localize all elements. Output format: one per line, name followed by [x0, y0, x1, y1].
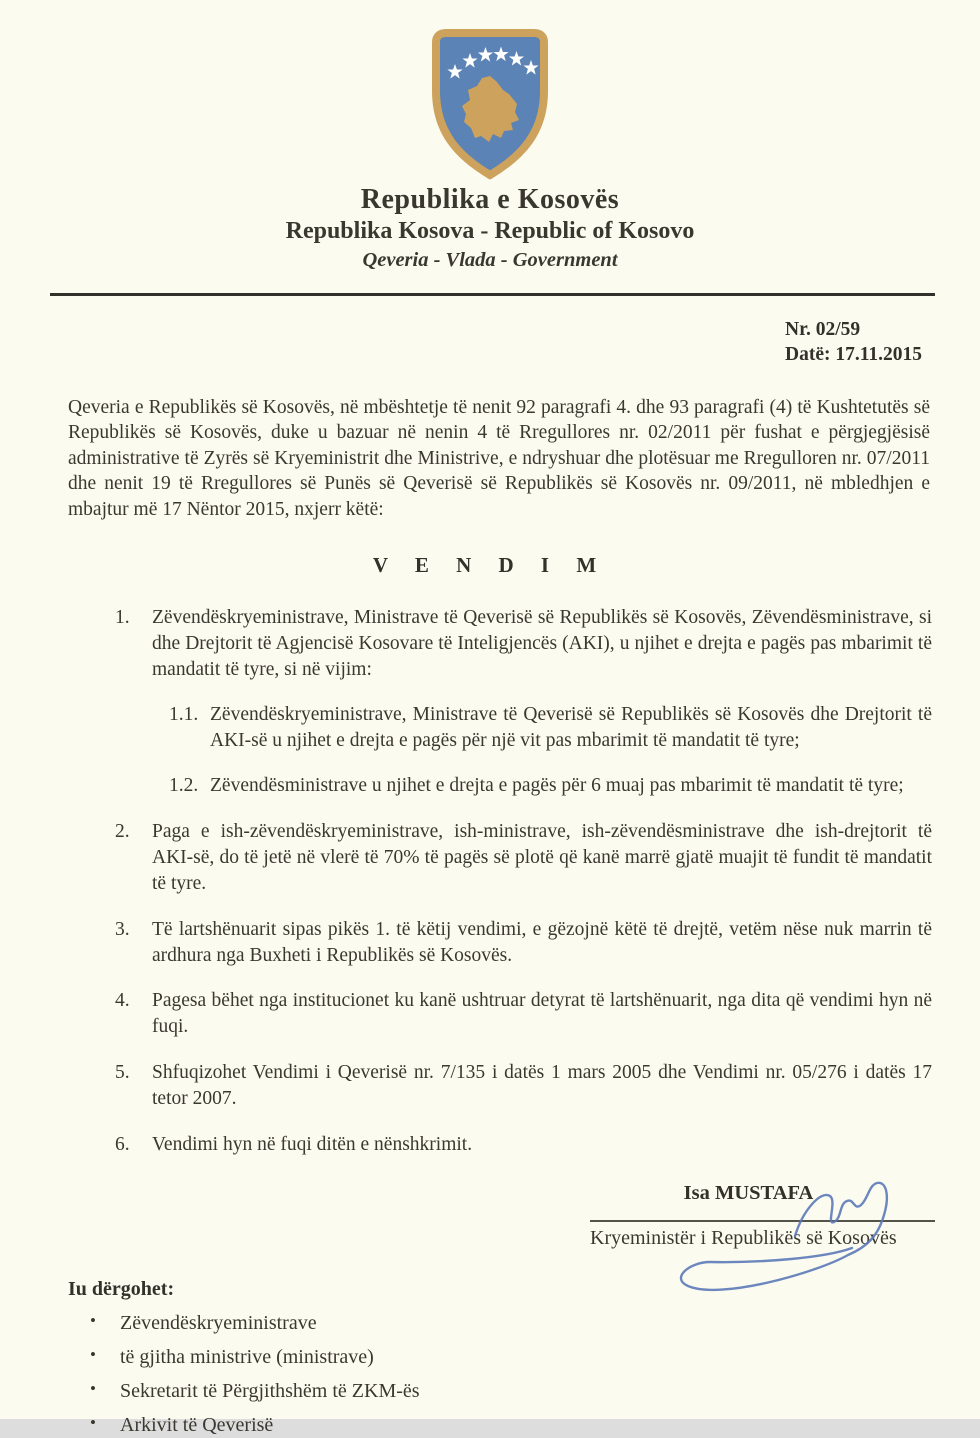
document-number: Nr. 02/59 — [785, 319, 861, 340]
document-meta — [785, 317, 980, 368]
header-divider — [50, 293, 935, 296]
decision-items — [115, 605, 932, 1158]
distribution-item-text: të gjitha ministrive (ministrave) — [120, 1346, 374, 1369]
bullet-icon: • — [90, 1379, 96, 1399]
list-item — [68, 1378, 980, 1404]
decision-item-1-1 — [169, 702, 932, 754]
decision-item-6 — [115, 1132, 932, 1158]
list-item — [68, 1310, 980, 1336]
bullet-icon: • — [90, 1311, 96, 1331]
subitem-number: 1.1. — [169, 704, 199, 726]
item-number: 2. — [115, 820, 130, 842]
bullet-icon: • — [90, 1413, 96, 1433]
item-text: Pagesa bëhet nga institucionet ku kanë ushtruar detyrat të lartshënuarit, nga dita që vendimi hyn në fuqi. — [152, 990, 932, 1038]
preamble-paragraph: Qeveria e Republikës së Kosovës, në mbështetje të nenit 92 paragrafi 4. dhe 93 paragrafi (4) të Kushtetutës së Republikës së Kosovës, duke u bazuar në nenin 4 të Rregullores nr. 02/2011 për fushat e përgjegjësisë administrative të Zyrës së Kryeministrit dhe Ministrive, e ndryshuar dhe plotësuar me Rregulloren nr. 07/2011 dhe nenit 19 të Rregullores së Punës së Qeverisë së Republikës së Kosovës nr. 09/2011, në mbledhjen e mbajtur më 17 Nëntor 2015, nxjerr këtë: — [68, 396, 930, 520]
item-text: Paga e ish-zëvendëskryeministrave, ish-ministrave, ish-zëvendësministrave dhe ish-drejtorit të AKI-së, do të jetë në vlerë të 70% të pagës së plotë që kanë marrë gjatë muajit të fundit të mandatit të tyre. — [152, 820, 932, 894]
distribution-item-text: Zëvendëskryeministrave — [120, 1312, 317, 1335]
signatory-title: Kryeministër i Republikës së Kosovës — [590, 1227, 897, 1250]
item-text: Vendimi hyn në fuqi ditën e nënshkrimit. — [152, 1134, 473, 1156]
distribution-item-text: Arkivit të Qeverisë — [120, 1414, 274, 1437]
decision-item-1 — [115, 605, 932, 799]
decision-item-3 — [115, 917, 932, 969]
government-subtitle: Qeveria - Vlada - Government — [362, 249, 618, 271]
decision-item-4 — [115, 988, 932, 1040]
item-number: 6. — [115, 1134, 130, 1156]
signature-line — [590, 1220, 935, 1222]
item-text: Shfuqizohet Vendimi i Qeverisë nr. 7/135 i datës 1 mars 2005 dhe Vendimi nr. 05/276 i datës 17 tetor 2007. — [152, 1062, 932, 1110]
decision-item-1-2 — [169, 773, 932, 799]
list-item — [68, 1344, 980, 1370]
document-date: Datë: 17.11.2015 — [785, 344, 923, 366]
item-number: 1. — [115, 607, 130, 629]
decision-item-2 — [115, 819, 932, 897]
header-emblem — [0, 0, 980, 178]
decision-item-5 — [115, 1060, 932, 1112]
document-header — [0, 184, 980, 272]
bullet-icon: • — [90, 1345, 96, 1365]
subitem-text: Zëvendësministrave u njihet e drejta e pagës për 6 muaj pas mbarimit të mandatit të tyre; — [210, 774, 904, 796]
republic-title-albanian: Republika e Kosovës — [360, 184, 620, 215]
republic-title-trilingual: Republika Kosova - Republic of Kosovo — [285, 218, 695, 244]
signatory-name: Isa MUSTAFA — [683, 1182, 814, 1205]
item-text: Të lartshënuarit sipas pikës 1. të këtij vendimi, e gëzojnë këtë të drejtë, vetëm nëse nuk marrin të ardhura nga Buxheti i Republikës së Kosovës. — [152, 918, 932, 966]
item-number: 5. — [115, 1062, 130, 1084]
item-text: Zëvendëskryeministrave, Ministrave të Qeverisë së Republikës së Kosovës, Zëvendësministrave, si dhe Drejtorit të Agjencisë Kosovare të Inteligjencës (AKI), u njihet e drejta e pagës pas mbarimit të mandatit të tyre, si në vijim: — [152, 607, 932, 681]
subitem-number: 1.2. — [169, 774, 199, 796]
item-number: 3. — [115, 918, 130, 940]
distribution-item-text: Sekretarit të Përgjithshëm të ZKM-ës — [120, 1380, 420, 1403]
signature-block — [590, 1182, 935, 1250]
kosovo-coat-of-arms-icon — [427, 28, 553, 178]
item-number: 4. — [115, 990, 130, 1012]
subitem-text: Zëvendëskryeministrave, Ministrave të Qeverisë së Republikës së Kosovës dhe Drejtorit të AKI-së u njihet e drejta e pagës për një vit pas mbarimit të mandatit të tyre; — [210, 704, 932, 752]
distribution-heading: Iu dërgohet: — [68, 1278, 175, 1301]
distribution-list — [68, 1276, 980, 1438]
list-item — [68, 1412, 980, 1438]
decision-subitems — [169, 702, 932, 799]
decision-heading: V E N D I M — [372, 553, 608, 578]
